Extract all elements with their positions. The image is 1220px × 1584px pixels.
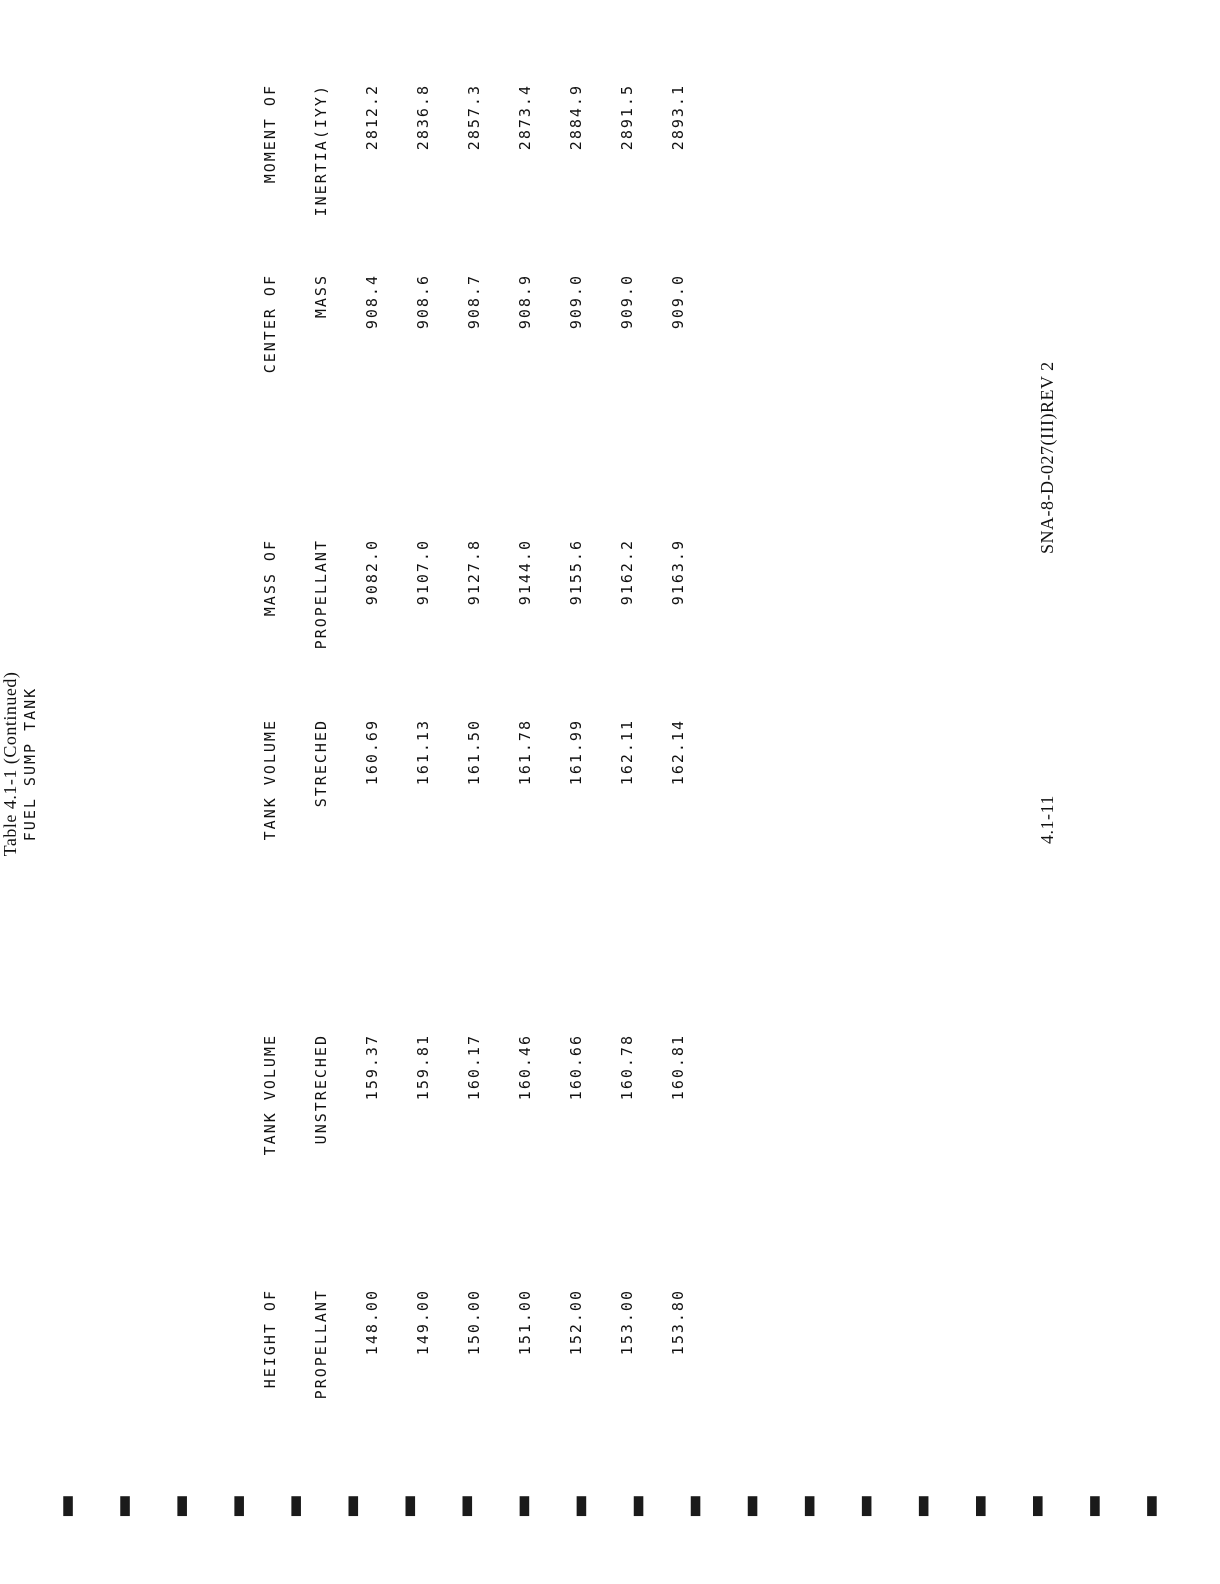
table-cell: 908.4 bbox=[363, 274, 381, 330]
table-cell: 162.11 bbox=[618, 719, 636, 786]
column-header: UNSTRECHED bbox=[312, 1034, 330, 1145]
binder-mark-icon: ▮ bbox=[631, 1490, 646, 1520]
column-header: PROPELLANT bbox=[312, 1289, 330, 1400]
binder-mark-icon: ▮ bbox=[403, 1490, 418, 1520]
binder-mark-icon: ▮ bbox=[802, 1490, 817, 1520]
binder-mark-icon: ▮ bbox=[973, 1490, 988, 1520]
table-cell: 161.99 bbox=[567, 719, 585, 786]
table-cell: 2857.3 bbox=[465, 84, 483, 151]
column-height-of-propellant bbox=[228, 1289, 721, 1439]
column-header: CENTER OF bbox=[261, 274, 279, 374]
table-cell: 153.80 bbox=[669, 1289, 687, 1356]
table-cell: 148.00 bbox=[363, 1289, 381, 1356]
table-cell: 153.00 bbox=[618, 1289, 636, 1356]
table-cell: 160.81 bbox=[669, 1034, 687, 1101]
binder-mark-icon: ▮ bbox=[60, 1490, 76, 1520]
table-cell: 160.17 bbox=[465, 1034, 483, 1101]
table-cell: 9162.2 bbox=[618, 539, 636, 606]
table-cell: 2836.8 bbox=[414, 84, 432, 151]
table-cell: 2893.1 bbox=[669, 84, 687, 151]
table-cell: 2884.9 bbox=[567, 84, 585, 151]
column-center-of-mass bbox=[228, 274, 721, 424]
column-tank-volume-unstreched bbox=[228, 1034, 721, 1219]
table-cell: 160.46 bbox=[516, 1034, 534, 1101]
table-cell: 160.66 bbox=[567, 1034, 585, 1101]
table-cell: 161.13 bbox=[414, 719, 432, 786]
binder-mark-icon: ▮ bbox=[688, 1490, 703, 1520]
table-cell: 9127.8 bbox=[465, 539, 483, 606]
table-cell: 161.78 bbox=[516, 719, 534, 786]
table-title: Table 4.1-1 (Continued) bbox=[0, 671, 20, 857]
table-cell: 160.78 bbox=[618, 1034, 636, 1101]
table-cell: 9163.9 bbox=[669, 539, 687, 606]
table-cell: 152.00 bbox=[567, 1289, 585, 1356]
binder-mark-icon: ▮ bbox=[346, 1490, 361, 1520]
table-cell: 160.69 bbox=[363, 719, 381, 786]
table-cell: 9107.0 bbox=[414, 539, 432, 606]
binder-mark-icon: ▮ bbox=[859, 1490, 874, 1520]
column-header: TANK VOLUME bbox=[261, 719, 279, 841]
table-cell: 908.6 bbox=[414, 274, 432, 330]
table-cell: 2812.2 bbox=[363, 84, 381, 151]
binder-mark-icon: ▮ bbox=[1030, 1490, 1045, 1520]
column-header: MASS OF bbox=[261, 539, 279, 617]
column-header: MOMENT OF bbox=[261, 84, 279, 184]
table-cell: 9155.6 bbox=[567, 539, 585, 606]
page-number: 4.1-11 bbox=[1037, 795, 1057, 844]
table-subtitle: FUEL SUMP TANK bbox=[21, 686, 39, 842]
binder-mark-icon: ▮ bbox=[916, 1490, 931, 1520]
binder-mark-icon: ▮ bbox=[231, 1490, 247, 1520]
column-tank-volume-streched bbox=[228, 719, 721, 904]
binder-mark-icon: ▮ bbox=[1087, 1490, 1102, 1520]
table-cell: 9144.0 bbox=[516, 539, 534, 606]
binder-mark-icon: ▮ bbox=[517, 1490, 532, 1520]
column-header: TANK VOLUME bbox=[261, 1034, 279, 1156]
table-cell: 908.9 bbox=[516, 274, 534, 330]
binder-mark-icon: ▮ bbox=[117, 1490, 133, 1520]
column-header: STRECHED bbox=[312, 719, 330, 808]
table-cell: 909.0 bbox=[669, 274, 687, 330]
binder-mark-icon: ▮ bbox=[1144, 1490, 1160, 1520]
table-cell: 159.37 bbox=[363, 1034, 381, 1101]
table-cell: 2873.4 bbox=[516, 84, 534, 151]
document-id: SNA-8-D-027(III)REV 2 bbox=[1037, 361, 1057, 554]
table-cell: 162.14 bbox=[669, 719, 687, 786]
table-cell: 908.7 bbox=[465, 274, 483, 330]
table-cell: 161.50 bbox=[465, 719, 483, 786]
binder-marks bbox=[0, 1490, 1220, 1530]
column-header: PROPELLANT bbox=[312, 539, 330, 650]
table-cell: 150.00 bbox=[465, 1289, 483, 1356]
column-header: MASS bbox=[312, 274, 330, 319]
table-cell: 2891.5 bbox=[618, 84, 636, 151]
binder-mark-icon: ▮ bbox=[174, 1490, 190, 1520]
binder-mark-icon: ▮ bbox=[289, 1490, 304, 1520]
column-mass-of-propellant bbox=[228, 539, 721, 724]
table-cell: 151.00 bbox=[516, 1289, 534, 1356]
table-cell: 9082.0 bbox=[363, 539, 381, 606]
binder-mark-icon: ▮ bbox=[745, 1490, 760, 1520]
column-header: INERTIA(IYY) bbox=[312, 84, 330, 217]
binder-mark-icon: ▮ bbox=[574, 1490, 589, 1520]
column-moment-of-inertia bbox=[228, 84, 721, 284]
binder-mark-icon: ▮ bbox=[460, 1490, 475, 1520]
table-cell: 159.81 bbox=[414, 1034, 432, 1101]
table-cell: 909.0 bbox=[618, 274, 636, 330]
table-cell: 149.00 bbox=[414, 1289, 432, 1356]
table-cell: 909.0 bbox=[567, 274, 585, 330]
column-header: HEIGHT OF bbox=[261, 1289, 279, 1389]
